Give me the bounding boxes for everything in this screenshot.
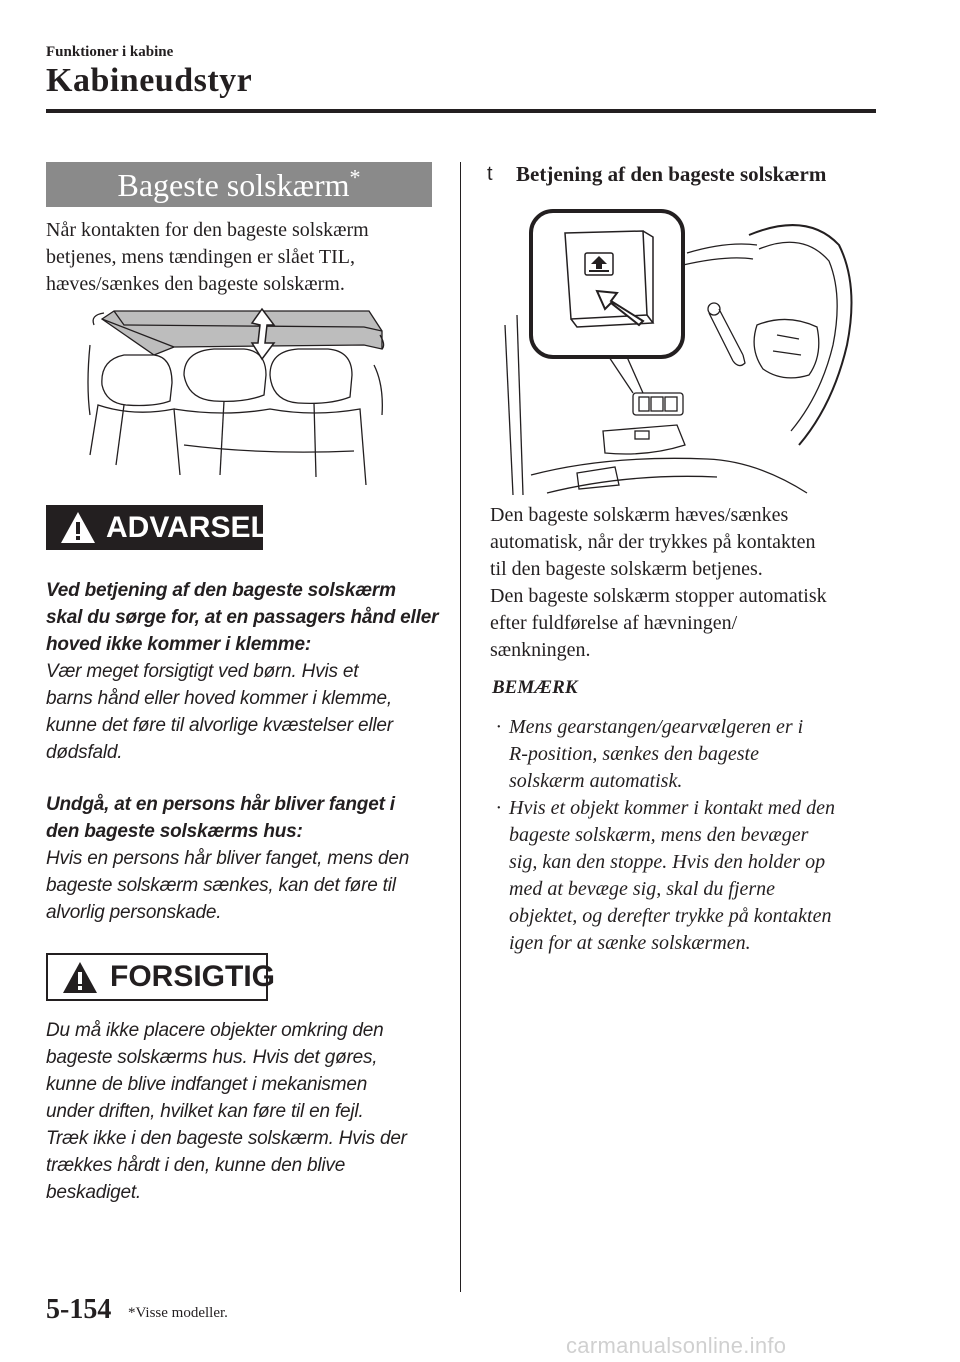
- page-number: 5-154: [46, 1294, 112, 1325]
- note-line: Mens gearstangen/gearvælgeren er i: [509, 716, 804, 738]
- footnote: *Visse modeller.: [128, 1305, 228, 1321]
- caution-label-text: FORSIGTIG: [110, 960, 275, 993]
- note-line: sig, kan den stoppe. Hvis den holder op: [509, 851, 826, 873]
- operation-line: til den bageste solskærm betjenes.: [490, 558, 763, 580]
- note-line: R-position, sænkes den bageste: [509, 743, 759, 765]
- caution-body-line: beskadiget.: [46, 1182, 141, 1203]
- note-line: objektet, og derefter trykke på kontakten: [509, 905, 832, 927]
- operation-line: Den bageste solskærm stopper automatisk: [490, 585, 827, 607]
- dashboard-switch-illustration: [487, 205, 857, 495]
- warning-label-text: ADVARSEL: [106, 510, 269, 544]
- intro-line: hæves/sænkes den bageste solskærm.: [46, 273, 345, 295]
- intro-paragraph: [46, 217, 441, 298]
- header-rule: [46, 109, 876, 113]
- subsection-marker: t: [487, 163, 493, 185]
- rear-sunshade-illustration: [84, 305, 394, 485]
- caution-body-line: trækkes hårdt i den, kunne den blive: [46, 1155, 346, 1176]
- warning-body-line: kunne det føre til alvorlige kvæstelser eller: [46, 715, 393, 736]
- operation-line: Den bageste solskærm hæves/sænkes: [490, 504, 789, 526]
- warning-body-line: bageste solskærm sænkes, kan det føre til: [46, 875, 396, 896]
- running-section-title: Funktioner i kabine: [46, 44, 174, 60]
- note-heading: BEMÆRK: [492, 677, 578, 698]
- caution-body-line: Træk ikke i den bageste solskærm. Hvis der: [46, 1128, 407, 1149]
- caution-triangle-icon: [62, 961, 98, 994]
- caution-body-line: Du må ikke placere objekter omkring den: [46, 1020, 384, 1041]
- warning-body-line: dødsfald.: [46, 742, 123, 763]
- caution-label: [46, 953, 275, 1001]
- warning-heading-line: hoved ikke kommer i klemme:: [46, 634, 311, 655]
- warning-block-2: [46, 791, 446, 926]
- bullet: ·: [496, 716, 501, 738]
- note-line: bageste solskærm, mens den bevæger: [509, 824, 809, 846]
- section-banner: [46, 162, 432, 207]
- column-divider: [460, 162, 461, 1292]
- warning-block-1: [46, 577, 446, 766]
- note-line: igen for at sænke solskærmen.: [509, 932, 751, 954]
- warning-heading-line: den bageste solskærms hus:: [46, 821, 303, 842]
- note-line: solskærm automatisk.: [509, 770, 683, 792]
- warning-heading-line: Ved betjening af den bageste solskærm: [46, 580, 396, 601]
- subsection-heading: Betjening af den bageste solskærm: [516, 162, 827, 186]
- warning-body-line: Hvis en persons hår bliver fanget, mens den: [46, 848, 410, 869]
- note-line: Hvis et objekt kommer i kontakt med den: [509, 797, 836, 819]
- warning-heading-line: Undgå, at en persons hår bliver fanget i: [46, 794, 395, 815]
- note-line: med at bevæge sig, skal du fjerne: [509, 878, 776, 900]
- note-item: [492, 714, 882, 795]
- warning-body-line: barns hånd eller hoved kommer i klemme,: [46, 688, 392, 709]
- intro-line: Når kontakten for den bageste solskærm: [46, 219, 369, 241]
- caution-body-line: bageste solskærms hus. Hvis det gøres,: [46, 1047, 378, 1068]
- models-asterisk: *: [349, 164, 361, 190]
- chapter-title: Kabineudstyr: [46, 62, 253, 99]
- warning-label: [46, 505, 269, 550]
- note-list: [492, 714, 882, 957]
- operation-paragraph: [490, 502, 890, 664]
- warning-triangle-icon: [60, 511, 96, 544]
- warning-heading-line: skal du sørge for, at en passagers hånd eller: [46, 607, 439, 628]
- operation-line: sænkningen.: [490, 639, 591, 661]
- caution-body-line: under driften, hvilket kan føre til en fejl.: [46, 1101, 364, 1122]
- note-item: [492, 795, 882, 957]
- bullet: ·: [496, 797, 501, 819]
- watermark: carmanualsonline.info: [566, 1333, 787, 1358]
- operation-line: automatisk, når der trykkes på kontakten: [490, 531, 816, 553]
- caution-body-line: kunne de blive indfanget i mekanismen: [46, 1074, 368, 1095]
- caution-block: [46, 1017, 446, 1206]
- intro-line: betjenes, mens tændingen er slået TIL,: [46, 246, 355, 268]
- warning-body-line: alvorlig personskade.: [46, 902, 222, 923]
- section-title: Bageste solskærm: [117, 167, 350, 203]
- operation-line: efter fuldførelse af hævningen/: [490, 612, 738, 634]
- warning-body-line: Vær meget forsigtigt ved børn. Hvis et: [46, 661, 359, 682]
